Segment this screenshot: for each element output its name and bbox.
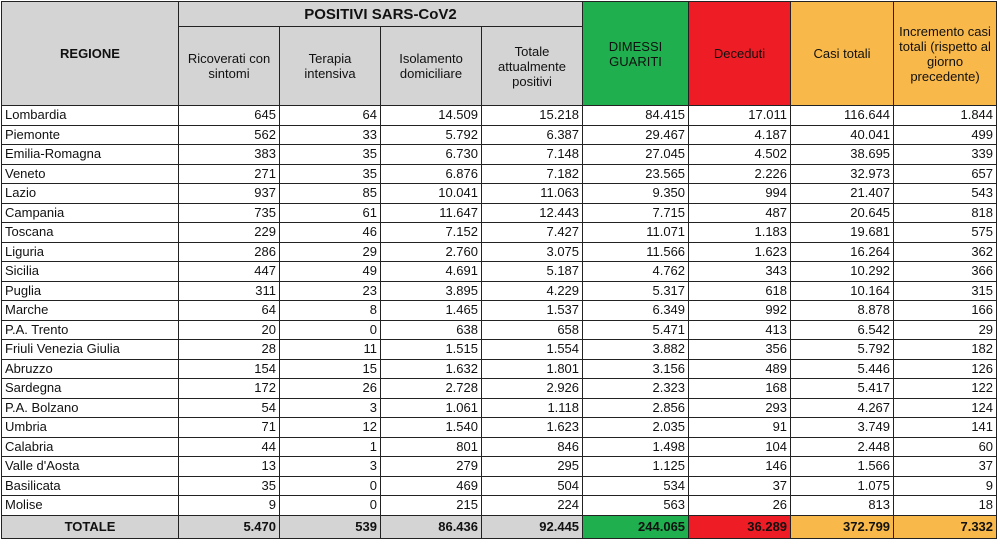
cell-casi-totali: 1.075 (791, 476, 894, 496)
cell-isolamento: 1.061 (381, 398, 482, 418)
cell-isolamento: 801 (381, 437, 482, 457)
cell-terapia: 15 (280, 359, 381, 379)
cell-ricoverati: 154 (179, 359, 280, 379)
cell-incremento: 657 (894, 164, 997, 184)
cell-ricoverati: 44 (179, 437, 280, 457)
cell-casi-totali: 3.749 (791, 418, 894, 438)
cell-totale-positivi: 7.427 (482, 223, 583, 243)
cell-ricoverati: 13 (179, 457, 280, 477)
cell-totale-positivi: 3.075 (482, 242, 583, 262)
cell-deceduti: 343 (689, 262, 791, 282)
cell-regione: Campania (2, 203, 179, 223)
cell-isolamento: 215 (381, 496, 482, 516)
cell-dimessi: 11.566 (583, 242, 689, 262)
cell-deceduti: 489 (689, 359, 791, 379)
cell-terapia: 3 (280, 398, 381, 418)
cell-regione: Lazio (2, 184, 179, 204)
cell-terapia: 29 (280, 242, 381, 262)
table-row (2, 106, 997, 126)
cell-deceduti: 26 (689, 496, 791, 516)
cell-terapia: 61 (280, 203, 381, 223)
cell-incremento: 29 (894, 320, 997, 340)
cell-regione: P.A. Bolzano (2, 398, 179, 418)
cell-dimessi: 1.498 (583, 437, 689, 457)
cell-terapia: 3 (280, 457, 381, 477)
total-ricoverati: 5.470 (179, 515, 280, 538)
cell-deceduti: 293 (689, 398, 791, 418)
cell-isolamento: 3.895 (381, 281, 482, 301)
cell-totale-positivi: 295 (482, 457, 583, 477)
cell-dimessi: 7.715 (583, 203, 689, 223)
cell-casi-totali: 40.041 (791, 125, 894, 145)
cell-deceduti: 992 (689, 301, 791, 321)
table-row (2, 379, 997, 399)
table-row (2, 145, 997, 165)
cell-incremento: 818 (894, 203, 997, 223)
cell-totale-positivi: 224 (482, 496, 583, 516)
table-row (2, 437, 997, 457)
cell-totale-positivi: 7.148 (482, 145, 583, 165)
cell-casi-totali: 19.681 (791, 223, 894, 243)
cell-deceduti: 2.226 (689, 164, 791, 184)
cell-ricoverati: 645 (179, 106, 280, 126)
cell-ricoverati: 35 (179, 476, 280, 496)
cell-incremento: 575 (894, 223, 997, 243)
header-incremento: Incremento casi totali (rispetto al giorno precedente) (894, 2, 997, 106)
total-row (2, 515, 997, 538)
cell-incremento: 60 (894, 437, 997, 457)
cell-deceduti: 37 (689, 476, 791, 496)
cell-totale-positivi: 15.218 (482, 106, 583, 126)
cell-totale-positivi: 4.229 (482, 281, 583, 301)
header-casi-totali: Casi totali (791, 2, 894, 106)
cell-casi-totali: 116.644 (791, 106, 894, 126)
cell-casi-totali: 5.792 (791, 340, 894, 360)
total-terapia: 539 (280, 515, 381, 538)
cell-ricoverati: 20 (179, 320, 280, 340)
header-isolamento: Isolamento domiciliare (381, 27, 482, 106)
cell-ricoverati: 271 (179, 164, 280, 184)
cell-dimessi: 2.856 (583, 398, 689, 418)
cell-isolamento: 10.041 (381, 184, 482, 204)
cell-incremento: 141 (894, 418, 997, 438)
cell-ricoverati: 286 (179, 242, 280, 262)
cell-regione: Umbria (2, 418, 179, 438)
cell-regione: Basilicata (2, 476, 179, 496)
table-row (2, 125, 997, 145)
cell-isolamento: 6.730 (381, 145, 482, 165)
header-deceduti: Deceduti (689, 2, 791, 106)
cell-totale-positivi: 658 (482, 320, 583, 340)
table-row (2, 281, 997, 301)
cell-incremento: 124 (894, 398, 997, 418)
header-ricoverati: Ricoverati con sintomi (179, 27, 280, 106)
cell-totale-positivi: 11.063 (482, 184, 583, 204)
table-row (2, 340, 997, 360)
cell-regione: Veneto (2, 164, 179, 184)
table-row (2, 223, 997, 243)
cell-ricoverati: 735 (179, 203, 280, 223)
cell-casi-totali: 5.446 (791, 359, 894, 379)
cell-incremento: 366 (894, 262, 997, 282)
cell-casi-totali: 8.878 (791, 301, 894, 321)
cell-dimessi: 23.565 (583, 164, 689, 184)
header-positivi-group: POSITIVI SARS-CoV2 (179, 2, 583, 27)
cell-casi-totali: 20.645 (791, 203, 894, 223)
table-row (2, 418, 997, 438)
cell-terapia: 46 (280, 223, 381, 243)
table-row (2, 242, 997, 262)
cell-isolamento: 1.465 (381, 301, 482, 321)
cell-totale-positivi: 846 (482, 437, 583, 457)
cell-deceduti: 17.011 (689, 106, 791, 126)
cell-deceduti: 1.623 (689, 242, 791, 262)
cell-terapia: 1 (280, 437, 381, 457)
cell-terapia: 49 (280, 262, 381, 282)
cell-terapia: 12 (280, 418, 381, 438)
cell-deceduti: 1.183 (689, 223, 791, 243)
cell-terapia: 26 (280, 379, 381, 399)
cell-terapia: 0 (280, 320, 381, 340)
cell-dimessi: 4.762 (583, 262, 689, 282)
cell-dimessi: 29.467 (583, 125, 689, 145)
cell-isolamento: 469 (381, 476, 482, 496)
cell-regione: Piemonte (2, 125, 179, 145)
cell-regione: Toscana (2, 223, 179, 243)
cell-regione: Marche (2, 301, 179, 321)
cell-dimessi: 5.471 (583, 320, 689, 340)
cell-totale-positivi: 5.187 (482, 262, 583, 282)
cell-incremento: 543 (894, 184, 997, 204)
cell-totale-positivi: 504 (482, 476, 583, 496)
table-row (2, 320, 997, 340)
cell-totale-positivi: 1.801 (482, 359, 583, 379)
header-dimessi (583, 2, 689, 106)
cell-regione: Liguria (2, 242, 179, 262)
cell-regione: Friuli Venezia Giulia (2, 340, 179, 360)
cell-casi-totali: 5.417 (791, 379, 894, 399)
cell-ricoverati: 54 (179, 398, 280, 418)
cell-dimessi: 11.071 (583, 223, 689, 243)
cell-dimessi: 84.415 (583, 106, 689, 126)
table-row (2, 301, 997, 321)
cell-totale-positivi: 1.537 (482, 301, 583, 321)
cell-dimessi: 9.350 (583, 184, 689, 204)
cell-deceduti: 356 (689, 340, 791, 360)
cell-isolamento: 1.632 (381, 359, 482, 379)
cell-ricoverati: 562 (179, 125, 280, 145)
cell-deceduti: 91 (689, 418, 791, 438)
cell-ricoverati: 383 (179, 145, 280, 165)
cell-ricoverati: 229 (179, 223, 280, 243)
cell-incremento: 499 (894, 125, 997, 145)
cell-isolamento: 14.509 (381, 106, 482, 126)
cell-regione: Puglia (2, 281, 179, 301)
cell-deceduti: 146 (689, 457, 791, 477)
cell-terapia: 33 (280, 125, 381, 145)
cell-casi-totali: 2.448 (791, 437, 894, 457)
cell-terapia: 64 (280, 106, 381, 126)
cell-isolamento: 4.691 (381, 262, 482, 282)
cell-isolamento: 5.792 (381, 125, 482, 145)
cell-isolamento: 279 (381, 457, 482, 477)
cell-casi-totali: 38.695 (791, 145, 894, 165)
cell-ricoverati: 28 (179, 340, 280, 360)
table-row (2, 184, 997, 204)
cell-deceduti: 4.187 (689, 125, 791, 145)
cell-isolamento: 2.728 (381, 379, 482, 399)
header-terapia: Terapia intensiva (280, 27, 381, 106)
cell-ricoverati: 937 (179, 184, 280, 204)
total-deceduti: 36.289 (689, 515, 791, 538)
cell-casi-totali: 10.164 (791, 281, 894, 301)
cell-terapia: 23 (280, 281, 381, 301)
cell-isolamento: 638 (381, 320, 482, 340)
cell-incremento: 9 (894, 476, 997, 496)
cell-regione: Sardegna (2, 379, 179, 399)
table-row (2, 203, 997, 223)
cell-dimessi: 1.125 (583, 457, 689, 477)
header-dimessi-label: DIMESSI GUARITI (608, 38, 663, 69)
cell-dimessi: 3.882 (583, 340, 689, 360)
cell-ricoverati: 447 (179, 262, 280, 282)
table-row (2, 398, 997, 418)
table-row (2, 262, 997, 282)
cell-casi-totali: 4.267 (791, 398, 894, 418)
cell-terapia: 35 (280, 145, 381, 165)
cell-deceduti: 413 (689, 320, 791, 340)
total-casi-totali: 372.799 (791, 515, 894, 538)
cell-deceduti: 618 (689, 281, 791, 301)
cell-incremento: 122 (894, 379, 997, 399)
cell-isolamento: 6.876 (381, 164, 482, 184)
cell-isolamento: 2.760 (381, 242, 482, 262)
cell-regione: Abruzzo (2, 359, 179, 379)
table-row (2, 476, 997, 496)
header-regione: REGIONE (2, 2, 179, 106)
cell-regione: Lombardia (2, 106, 179, 126)
cell-deceduti: 168 (689, 379, 791, 399)
cell-regione: Calabria (2, 437, 179, 457)
cell-dimessi: 2.035 (583, 418, 689, 438)
cell-incremento: 339 (894, 145, 997, 165)
cell-casi-totali: 16.264 (791, 242, 894, 262)
cell-incremento: 182 (894, 340, 997, 360)
total-dimessi: 244.065 (583, 515, 689, 538)
cell-isolamento: 11.647 (381, 203, 482, 223)
total-label: TOTALE (2, 515, 179, 538)
cell-incremento: 1.844 (894, 106, 997, 126)
table-row (2, 457, 997, 477)
cell-isolamento: 7.152 (381, 223, 482, 243)
total-isolamento: 86.436 (381, 515, 482, 538)
cell-casi-totali: 1.566 (791, 457, 894, 477)
cell-isolamento: 1.540 (381, 418, 482, 438)
cell-regione: Emilia-Romagna (2, 145, 179, 165)
cell-terapia: 11 (280, 340, 381, 360)
total-totale-positivi: 92.445 (482, 515, 583, 538)
cell-ricoverati: 311 (179, 281, 280, 301)
cell-incremento: 166 (894, 301, 997, 321)
cell-totale-positivi: 12.443 (482, 203, 583, 223)
cell-dimessi: 27.045 (583, 145, 689, 165)
cell-dimessi: 6.349 (583, 301, 689, 321)
cell-ricoverati: 172 (179, 379, 280, 399)
cell-totale-positivi: 1.623 (482, 418, 583, 438)
cell-terapia: 8 (280, 301, 381, 321)
cell-dimessi: 534 (583, 476, 689, 496)
cell-terapia: 85 (280, 184, 381, 204)
cell-regione: Molise (2, 496, 179, 516)
cell-isolamento: 1.515 (381, 340, 482, 360)
cell-casi-totali: 6.542 (791, 320, 894, 340)
cell-regione: Sicilia (2, 262, 179, 282)
table-row (2, 496, 997, 516)
cell-dimessi: 3.156 (583, 359, 689, 379)
total-incremento: 7.332 (894, 515, 997, 538)
cell-casi-totali: 32.973 (791, 164, 894, 184)
cell-incremento: 126 (894, 359, 997, 379)
cell-casi-totali: 10.292 (791, 262, 894, 282)
cell-deceduti: 104 (689, 437, 791, 457)
cell-regione: Valle d'Aosta (2, 457, 179, 477)
cell-casi-totali: 813 (791, 496, 894, 516)
cell-totale-positivi: 6.387 (482, 125, 583, 145)
cell-incremento: 315 (894, 281, 997, 301)
cell-incremento: 362 (894, 242, 997, 262)
cell-totale-positivi: 2.926 (482, 379, 583, 399)
cell-dimessi: 2.323 (583, 379, 689, 399)
cell-terapia: 0 (280, 476, 381, 496)
cell-incremento: 37 (894, 457, 997, 477)
cell-deceduti: 4.502 (689, 145, 791, 165)
cell-deceduti: 487 (689, 203, 791, 223)
table-body (2, 106, 997, 516)
cell-terapia: 35 (280, 164, 381, 184)
header-totale-positivi: Totale attualmente positivi (482, 27, 583, 106)
covid-regional-table (1, 1, 997, 539)
cell-ricoverati: 64 (179, 301, 280, 321)
cell-incremento: 18 (894, 496, 997, 516)
cell-casi-totali: 21.407 (791, 184, 894, 204)
cell-ricoverati: 71 (179, 418, 280, 438)
table-row (2, 164, 997, 184)
cell-totale-positivi: 1.118 (482, 398, 583, 418)
cell-dimessi: 5.317 (583, 281, 689, 301)
table-row (2, 359, 997, 379)
cell-deceduti: 994 (689, 184, 791, 204)
cell-ricoverati: 9 (179, 496, 280, 516)
cell-terapia: 0 (280, 496, 381, 516)
cell-totale-positivi: 7.182 (482, 164, 583, 184)
cell-regione: P.A. Trento (2, 320, 179, 340)
cell-totale-positivi: 1.554 (482, 340, 583, 360)
cell-dimessi: 563 (583, 496, 689, 516)
